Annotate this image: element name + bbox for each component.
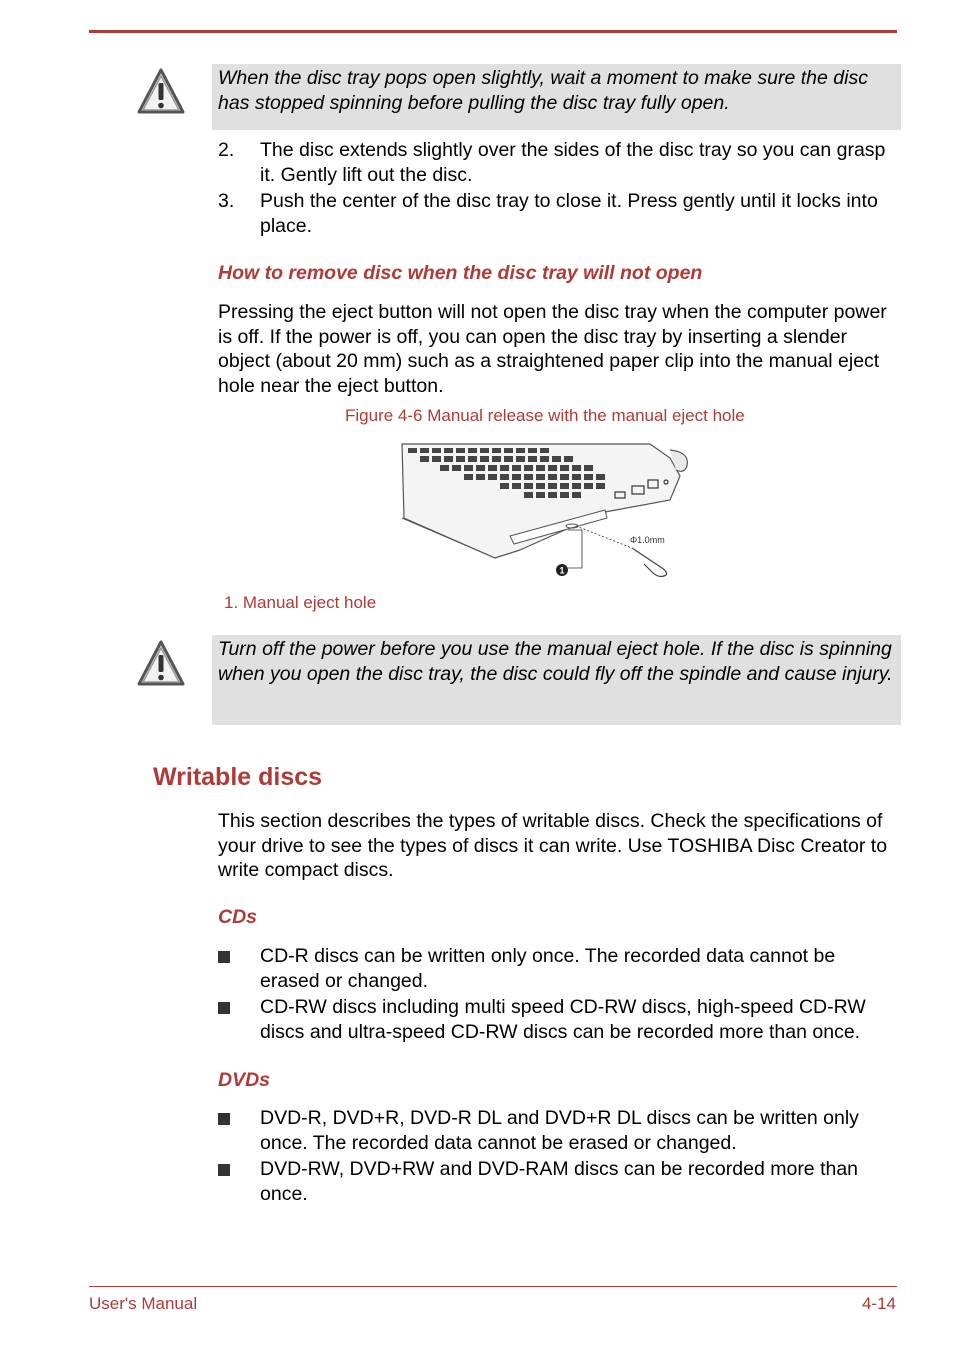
warning-triangle-icon <box>136 67 186 117</box>
dvds-list <box>218 1106 898 1208</box>
list-item <box>218 1106 898 1155</box>
figure-caption: Figure 4-6 Manual release with the manual eject hole <box>345 406 745 425</box>
list-item <box>218 138 898 187</box>
bullet-square-icon <box>218 1113 230 1125</box>
dvds-heading: DVDs <box>218 1069 271 1091</box>
list-item <box>218 995 898 1044</box>
bullet-text: CD-R discs can be written only once. The recorded data cannot be erased or changed. <box>260 945 836 992</box>
cds-heading: CDs <box>218 906 258 928</box>
dimension-label: Φ1.0mm <box>630 535 665 545</box>
warning-note-box <box>212 635 901 725</box>
remove-disc-paragraph: Pressing the eject button will not open the disc tray when the computer power is off. If the power is off, you can open the disc tray by inserting a slender object (about 20 mm) such as a straightened paper clip into the manual eject hole near the eject button. <box>218 301 887 397</box>
step-number: 3. <box>218 190 235 212</box>
list-item <box>218 189 898 238</box>
steps-list <box>218 138 898 240</box>
step-text: The disc extends slightly over the sides of the disc tray so you can grasp it. Gently lift out the disc. <box>260 139 886 186</box>
step-number: 2. <box>218 139 235 161</box>
top-rule <box>89 30 897 33</box>
bottom-rule <box>89 1286 897 1287</box>
bullet-square-icon <box>218 1002 230 1014</box>
warning-note-box <box>212 64 901 130</box>
laptop-eject-illustration <box>400 440 705 580</box>
writable-discs-heading: Writable discs <box>153 763 323 791</box>
footer-page-number: 4-14 <box>861 1294 896 1313</box>
cds-list <box>218 944 898 1046</box>
figure-legend: 1. Manual eject hole <box>224 593 377 612</box>
warning-note-text: Turn off the power before you use the manual eject hole. If the disc is spinning when you open the disc tray, the disc could fly off the spindle and cause injury. <box>218 638 893 685</box>
bullet-text: CD-RW discs including multi speed CD-RW discs, high-speed CD-RW discs and ultra-speed CD-RW discs can be recorded more than once. <box>260 996 866 1043</box>
list-item <box>218 1157 898 1206</box>
writable-intro: This section describes the types of writable discs. Check the specifications of your drive to see the types of discs it can write. Use TOSHIBA Disc Creator to write compact discs. <box>218 810 888 881</box>
footer-manual-title: User's Manual <box>89 1294 198 1313</box>
warning-note-text: When the disc tray pops open slightly, wait a moment to make sure the disc has stopped spinning before pulling the disc tray fully open. <box>218 67 868 114</box>
step-text: Push the center of the disc tray to close it. Press gently until it locks into place. <box>260 190 878 237</box>
bullet-square-icon <box>218 1164 230 1176</box>
bullet-text: DVD-RW, DVD+RW and DVD-RAM discs can be recorded more than once. <box>260 1158 859 1205</box>
remove-disc-heading: How to remove disc when the disc tray will not open <box>218 262 703 284</box>
list-item <box>218 944 898 993</box>
bullet-square-icon <box>218 951 230 963</box>
callout-number: 1 <box>559 565 565 576</box>
warning-triangle-icon <box>136 639 186 689</box>
bullet-text: DVD-R, DVD+R, DVD-R DL and DVD+R DL discs can be written only once. The recorded data cannot be erased or changed. <box>260 1107 859 1154</box>
